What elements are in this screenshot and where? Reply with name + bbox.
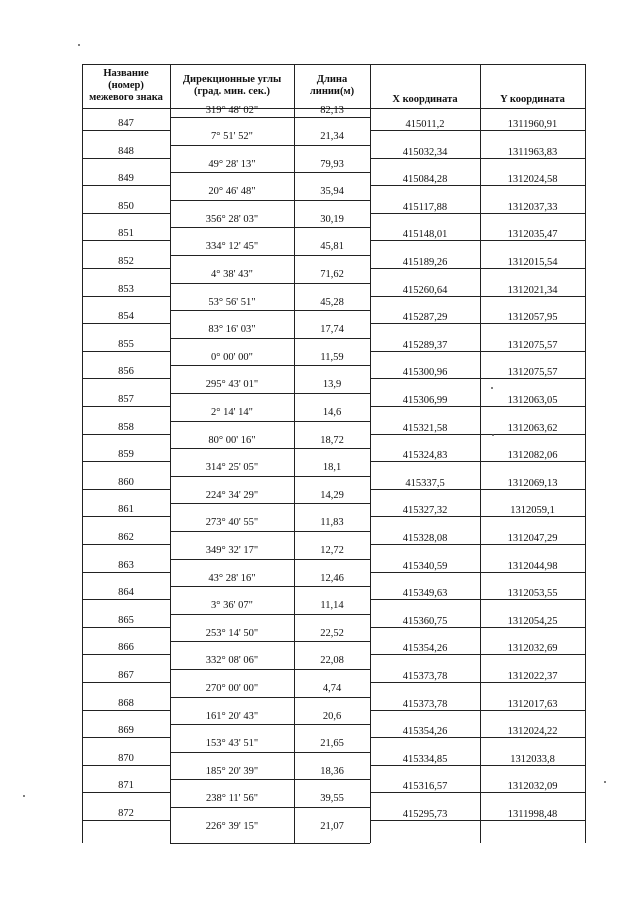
boundary-mark-name: 870 xyxy=(118,752,134,764)
segment-angle: 319° 48' 02" xyxy=(205,105,259,116)
segment-length: 11,14 xyxy=(320,600,344,612)
segment-rule xyxy=(170,117,370,118)
row-rule xyxy=(82,406,170,407)
x-coordinate: 415321,58 xyxy=(402,422,448,434)
segment-length: 22,52 xyxy=(320,627,344,639)
y-coordinate: 1312032,09 xyxy=(507,781,558,793)
segment-angle: 0° 00' 00" xyxy=(211,351,253,363)
segment-length: 17,74 xyxy=(320,324,344,336)
segment-rule xyxy=(170,200,370,201)
row-rule xyxy=(82,544,170,545)
row-rule xyxy=(82,710,170,711)
segment-rule xyxy=(170,669,370,670)
x-coordinate: 415327,32 xyxy=(402,505,448,517)
segment-rule xyxy=(170,724,370,725)
segment-rule xyxy=(170,172,370,173)
boundary-mark-name: 863 xyxy=(118,559,134,571)
y-coordinate: 1312047,29 xyxy=(507,533,558,544)
table-column-border xyxy=(170,64,171,843)
segment-angle: 356° 28' 03" xyxy=(205,213,259,225)
y-coordinate: 1312057,95 xyxy=(507,312,558,324)
boundary-mark-name: 848 xyxy=(118,145,134,157)
scan-speck xyxy=(23,795,25,797)
row-rule xyxy=(82,599,170,600)
x-coordinate: 415354,26 xyxy=(402,726,448,738)
x-coordinate: 415340,59 xyxy=(402,560,448,572)
y-coordinate: 1312022,37 xyxy=(507,671,558,682)
header-name-line1: Название xyxy=(103,68,149,79)
segment-rule xyxy=(170,503,370,504)
y-coordinate: 1312059,1 xyxy=(510,505,555,517)
row-rule xyxy=(82,765,170,766)
boundary-mark-name: 853 xyxy=(118,283,134,295)
x-coordinate: 415316,57 xyxy=(402,781,448,793)
segment-rule xyxy=(170,697,370,698)
boundary-mark-name: 859 xyxy=(118,449,134,461)
x-coordinate: 415300,96 xyxy=(402,367,448,379)
x-coordinate: 415117,88 xyxy=(402,201,448,213)
boundary-mark-name: 862 xyxy=(118,532,134,543)
row-rule xyxy=(82,378,170,379)
segment-length: 45,81 xyxy=(320,241,344,253)
x-coordinate: 415324,83 xyxy=(402,450,448,462)
header-length-line2: линии(м) xyxy=(309,86,355,97)
boundary-mark-name: 860 xyxy=(118,476,134,488)
segment-rule xyxy=(170,338,370,339)
segment-angle: 226° 39' 15" xyxy=(205,821,259,832)
boundary-mark-name: 856 xyxy=(118,366,134,378)
x-coordinate: 415354,26 xyxy=(402,643,448,655)
row-rule xyxy=(82,461,170,462)
segment-length: 30,19 xyxy=(320,213,344,225)
x-coordinate: 415349,63 xyxy=(402,588,448,600)
segment-angle: 7° 51' 52" xyxy=(211,131,253,142)
segment-rule xyxy=(170,310,370,311)
segment-angle: 161° 20' 43" xyxy=(205,710,259,722)
segment-angle: 43° 28' 16" xyxy=(208,572,256,584)
segment-angle: 332° 08' 06" xyxy=(205,655,259,667)
segment-length: 18,72 xyxy=(320,434,344,446)
segment-angle: 185° 20' 39" xyxy=(205,765,259,777)
segment-rule xyxy=(170,752,370,753)
segment-rule xyxy=(170,145,370,146)
y-coordinate: 1312069,13 xyxy=(507,477,558,489)
y-coordinate: 1311960,91 xyxy=(507,119,558,130)
x-coordinate: 415295,73 xyxy=(402,809,448,820)
boundary-mark-name: 864 xyxy=(118,587,134,599)
y-coordinate: 1311998,48 xyxy=(507,809,558,820)
boundary-mark-name: 868 xyxy=(118,697,134,709)
row-rule xyxy=(82,737,170,738)
segment-angle: 334° 12' 45" xyxy=(205,241,259,253)
y-coordinate: 1311963,83 xyxy=(507,146,558,158)
y-coordinate: 1312044,98 xyxy=(507,560,558,572)
header-directional-angles xyxy=(170,64,294,108)
segment-length: 45,28 xyxy=(320,296,344,308)
segment-length: 21,65 xyxy=(320,738,344,750)
row-rule xyxy=(82,268,170,269)
scan-speck xyxy=(491,387,493,389)
segment-rule xyxy=(170,531,370,532)
boundary-mark-name: 857 xyxy=(118,394,134,405)
segment-rule xyxy=(170,779,370,780)
y-coordinate: 1312063,62 xyxy=(507,422,558,434)
segment-rule xyxy=(170,227,370,228)
header-angle-line2: (град. мин. сек.) xyxy=(193,86,271,97)
scan-speck xyxy=(604,781,606,783)
y-coordinate: 1312075,57 xyxy=(507,339,558,351)
header-name-line2: (номер) xyxy=(108,80,144,91)
y-coordinate: 1312024,58 xyxy=(507,174,558,186)
segment-length: 4,74 xyxy=(322,683,342,694)
row-rule xyxy=(82,572,170,573)
row-rule xyxy=(82,323,170,324)
x-coordinate: 415373,78 xyxy=(402,671,448,682)
boundary-mark-name: 855 xyxy=(118,338,134,350)
scan-speck xyxy=(492,434,494,436)
segment-rule xyxy=(170,283,370,284)
segment-angle: 153° 43' 51" xyxy=(205,738,259,750)
segment-rule xyxy=(170,448,370,449)
y-coordinate: 1312017,63 xyxy=(507,698,558,710)
y-coordinate: 1312021,34 xyxy=(507,284,558,296)
boundary-mark-name: 865 xyxy=(118,614,134,626)
segment-length: 14,29 xyxy=(320,489,344,501)
y-coordinate: 1312082,06 xyxy=(507,450,558,462)
segment-length: 18,36 xyxy=(320,765,344,777)
boundary-mark-name: 849 xyxy=(118,173,134,185)
y-coordinate: 1312015,54 xyxy=(507,257,558,268)
boundary-mark-name: 850 xyxy=(118,200,134,212)
x-coordinate: 415011,2 xyxy=(405,119,445,130)
row-rule xyxy=(82,213,170,214)
segment-length: 39,55 xyxy=(320,793,344,805)
segment-length: 82,13 xyxy=(320,105,344,116)
segment-length: 79,93 xyxy=(320,158,344,170)
segment-angle: 270° 00' 00" xyxy=(205,683,259,694)
row-rule xyxy=(82,627,170,628)
header-line-length xyxy=(294,64,370,108)
row-rule xyxy=(82,792,170,793)
y-coordinate: 1312053,55 xyxy=(507,588,558,600)
segment-length: 14,6 xyxy=(322,407,342,418)
header-y-coordinate: Y координата xyxy=(500,94,565,105)
x-coordinate: 415306,99 xyxy=(402,395,448,406)
boundary-mark-name: 847 xyxy=(118,118,134,129)
x-coordinate: 415373,78 xyxy=(402,698,448,710)
segment-length: 21,07 xyxy=(320,821,344,832)
boundary-mark-name: 852 xyxy=(118,256,134,267)
segment-angle: 3° 36' 07" xyxy=(211,600,253,612)
boundary-mark-name: 869 xyxy=(118,725,134,737)
header-name-line3: межевого знака xyxy=(89,92,163,103)
segment-length: 21,34 xyxy=(320,131,344,142)
x-coordinate: 415289,37 xyxy=(402,339,448,351)
x-coordinate: 415337,5 xyxy=(405,477,445,489)
segment-angle: 349° 32' 17" xyxy=(205,545,259,556)
segment-length: 18,1 xyxy=(322,462,342,474)
boundary-mark-name: 861 xyxy=(118,504,134,516)
segment-angle: 20° 46' 48" xyxy=(208,186,256,198)
segment-angle: 238° 11' 56" xyxy=(206,793,258,805)
table-column-border xyxy=(294,64,295,843)
segment-length: 11,83 xyxy=(320,517,344,529)
segment-length: 13,9 xyxy=(322,379,342,391)
segment-angle: 295° 43' 01" xyxy=(205,379,259,391)
segment-length: 12,72 xyxy=(320,545,344,556)
x-coordinate: 415148,01 xyxy=(402,229,448,241)
y-coordinate: 1312075,57 xyxy=(507,367,558,379)
segment-rule xyxy=(170,255,370,256)
boundary-mark-name: 851 xyxy=(118,228,134,240)
segment-rule xyxy=(170,476,370,477)
x-coordinate: 415260,64 xyxy=(402,284,448,296)
segment-rule xyxy=(170,421,370,422)
y-coordinate: 1312054,25 xyxy=(507,615,558,627)
table-column-border xyxy=(585,64,586,843)
boundary-mark-name: 858 xyxy=(118,421,134,433)
segment-angle: 314° 25' 05" xyxy=(205,462,259,474)
x-coordinate: 415032,34 xyxy=(402,146,448,158)
segment-rule xyxy=(170,614,370,615)
scan-speck xyxy=(78,44,80,46)
x-coordinate: 415287,29 xyxy=(402,312,448,324)
header-length-line1: Длина xyxy=(316,74,348,85)
header-x-coordinate: X координата xyxy=(392,94,458,105)
segment-angle: 83° 16' 03" xyxy=(208,324,256,336)
x-coordinate: 415360,75 xyxy=(402,615,448,627)
header-angle-line1: Дирекционные углы xyxy=(182,74,282,85)
x-coordinate: 415084,28 xyxy=(402,174,448,186)
y-coordinate: 1312032,69 xyxy=(507,643,558,655)
segment-length: 71,62 xyxy=(320,269,344,280)
segment-angle: 80° 00' 16" xyxy=(208,434,256,446)
segment-length: 20,6 xyxy=(322,710,342,722)
segment-angle: 49° 28' 13" xyxy=(208,158,256,170)
segment-length: 35,94 xyxy=(320,186,344,198)
boundary-mark-name: 854 xyxy=(118,311,134,323)
row-rule xyxy=(82,682,170,683)
row-rule xyxy=(82,351,170,352)
y-coordinate: 1312063,05 xyxy=(507,395,558,406)
row-rule xyxy=(82,820,170,821)
segment-rule xyxy=(170,586,370,587)
segment-angle: 4° 38' 43" xyxy=(211,269,253,280)
y-coordinate: 1312024,22 xyxy=(507,726,558,738)
segment-angle: 224° 34' 29" xyxy=(205,489,259,501)
boundary-mark-name: 867 xyxy=(118,670,134,681)
segment-angle: 273° 40' 55" xyxy=(205,517,259,529)
row-rule xyxy=(82,516,170,517)
segment-rule xyxy=(170,365,370,366)
row-rule xyxy=(82,434,170,435)
segment-length: 22,08 xyxy=(320,655,344,667)
segment-angle: 253° 14' 50" xyxy=(205,627,259,639)
row-rule xyxy=(82,296,170,297)
y-coordinate: 1312033,8 xyxy=(510,753,555,765)
boundary-mark-name: 866 xyxy=(118,642,134,654)
segment-rule xyxy=(170,807,370,808)
segment-angle: 2° 14' 14" xyxy=(211,407,253,418)
segment-rule xyxy=(170,641,370,642)
row-rule xyxy=(82,654,170,655)
x-coordinate: 415328,08 xyxy=(402,533,448,544)
boundary-mark-name: 871 xyxy=(118,780,134,792)
table-bottom-border xyxy=(170,843,370,844)
row-rule xyxy=(82,240,170,241)
segment-length: 11,59 xyxy=(320,351,344,363)
header-boundary-mark-name xyxy=(82,64,170,108)
segment-rule xyxy=(170,559,370,560)
y-coordinate: 1312037,33 xyxy=(507,201,558,213)
x-coordinate: 415334,85 xyxy=(402,753,448,765)
segment-angle: 53° 56' 51" xyxy=(208,296,256,308)
table-top-border xyxy=(82,64,586,65)
x-coordinate: 415189,26 xyxy=(402,257,448,268)
segment-rule xyxy=(170,393,370,394)
segment-length: 12,46 xyxy=(320,572,344,584)
y-coordinate: 1312035,47 xyxy=(507,229,558,241)
row-rule xyxy=(82,185,170,186)
boundary-mark-name: 872 xyxy=(118,808,134,819)
row-rule xyxy=(82,130,170,131)
row-rule xyxy=(82,489,170,490)
row-rule xyxy=(82,158,170,159)
